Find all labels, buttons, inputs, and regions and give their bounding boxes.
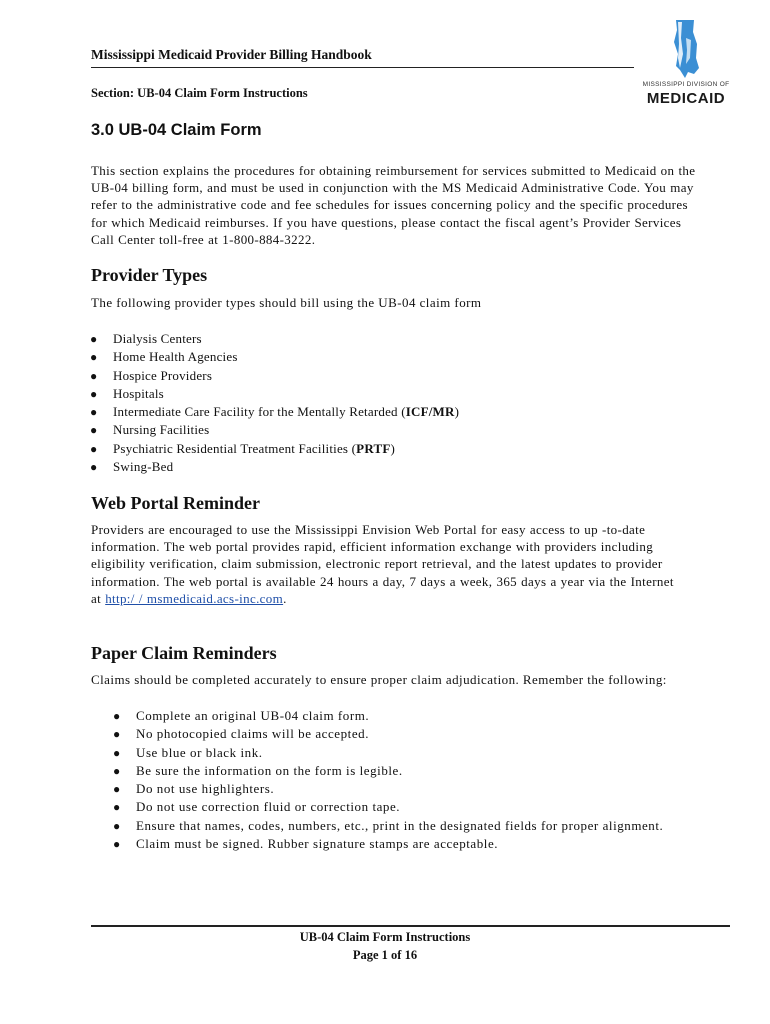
section-label: Section: UB-04 Claim Form Instructions (91, 86, 308, 100)
list-item-text: Use blue or black ink. (136, 744, 263, 760)
bullet-icon: ● (90, 350, 98, 365)
paper-claim-intro: Claims should be completed accurately to ensure proper claim adjudication. Remember the following: (91, 672, 667, 687)
bullet-icon: ● (113, 782, 121, 797)
intro-paragraph (91, 162, 729, 248)
list-item-abbrev: PRTF (356, 440, 391, 456)
list-item-text: Hospice Providers (113, 367, 213, 383)
intro-line: for which Medicaid reimburses. If you have questions, please contact the fiscal agent’s Provider Services (91, 214, 682, 230)
intro-line: UB-04 billing form, and must be used in conjunction with the MS Medicaid Administrative Code. You may (91, 180, 694, 196)
list-item (113, 762, 663, 780)
web-portal-paragraph (91, 521, 729, 607)
list-item-text: Be sure the information on the form is legible. (136, 762, 403, 778)
list-item-text: Swing-Bed (113, 459, 174, 475)
intro-line: This section explains the procedures for obtaining reimbursement for services submitted to Medicaid on the (91, 163, 696, 178)
bullet-icon: ● (113, 818, 121, 833)
section-heading: 3.0 UB-04 Claim Form (91, 121, 262, 139)
page-number: Page 1 of 16 (352, 948, 418, 962)
list-item-text: Claim must be signed. Rubber signature stamps are acceptable. (136, 836, 499, 852)
web-portal-link[interactable]: http:/ / msmedicaid.acs-inc.com (105, 590, 284, 606)
list-item (90, 421, 459, 439)
list-item (113, 798, 663, 816)
list-item-text: Nursing Facilities (113, 422, 210, 438)
list-item (90, 367, 459, 385)
list-item-text: Hospitals (113, 385, 164, 401)
list-item-abbrev: ICF/MR (405, 404, 455, 420)
list-item-text: Home Health Agencies (113, 349, 238, 365)
bullet-icon: ● (90, 441, 98, 456)
provider-types-heading: Provider Types (91, 265, 208, 285)
list-item-text: ) (454, 404, 460, 420)
list-item (113, 780, 663, 798)
web-portal-link-line (91, 590, 729, 607)
paper-claim-heading: Paper Claim Reminders (91, 643, 277, 663)
intro-line: refer to the administrative code and fee schedules for issues concerning policy and the specific procedures (91, 197, 688, 213)
footer-divider (91, 925, 730, 927)
web-portal-heading: Web Portal Reminder (91, 493, 260, 513)
bullet-icon: ● (113, 763, 121, 778)
list-item-text: Do not use correction fluid or correction tape. (136, 799, 401, 815)
list-item-text: Intermediate Care Facility for the Mentally Retarded ( (113, 404, 406, 420)
bullet-icon: ● (90, 368, 98, 383)
list-item-text: No photocopied claims will be accepted. (136, 726, 369, 742)
bullet-icon: ● (90, 423, 98, 438)
list-item-text: Dialysis Centers (113, 331, 202, 346)
bullet-icon: ● (90, 386, 98, 401)
header-divider (91, 67, 634, 68)
mississippi-state-icon (636, 18, 736, 80)
footer-title: UB-04 Claim Form Instructions (299, 930, 471, 944)
web-portal-line: Providers are encouraged to use the Mississippi Envision Web Portal for easy access to up -to-date (91, 522, 646, 537)
bullet-icon: ● (90, 405, 98, 420)
web-portal-line: information. The web portal provides rapid, efficient information exchange with providers including (91, 539, 654, 555)
list-item (113, 835, 663, 853)
web-portal-line: information. The web portal is available 24 hours a day, 7 days a week, 365 days a year via the Internet (91, 573, 674, 589)
list-item-text: Complete an original UB-04 claim form. (136, 708, 370, 723)
handbook-title: Mississippi Medicaid Provider Billing Handbook (91, 47, 372, 62)
link-prefix: at (91, 590, 106, 606)
bullet-icon: ● (113, 745, 121, 760)
bullet-icon: ● (113, 709, 121, 723)
list-item-text: ) (390, 440, 395, 456)
bullet-icon: ● (90, 332, 98, 346)
medicaid-logo (636, 18, 736, 114)
list-item (90, 458, 459, 476)
list-item (113, 707, 663, 725)
provider-types-intro: The following provider types should bill using the UB-04 claim form (91, 295, 482, 310)
paper-claim-list (113, 707, 664, 853)
list-item-text: Do not use highlighters. (136, 781, 275, 797)
link-suffix: . (283, 590, 287, 606)
list-item (90, 403, 460, 421)
list-item (113, 744, 663, 762)
intro-line: Call Center toll-free at 1-800-884-3222. (91, 231, 316, 247)
list-item-text: Psychiatric Residential Treatment Facilities ( (113, 440, 357, 456)
list-item (90, 348, 459, 366)
web-portal-line: eligibility verification, claim submission, electronic report retrieval, and the latest updates to provider (91, 556, 663, 572)
logo-wordmark: MEDICAID (646, 90, 726, 107)
provider-types-list (90, 330, 460, 476)
bullet-icon: ● (90, 460, 98, 475)
bullet-icon: ● (113, 800, 121, 815)
list-item (90, 330, 459, 348)
list-item-text: Ensure that names, codes, numbers, etc., print in the designated fields for proper alignment. (136, 817, 664, 833)
list-item (113, 725, 663, 743)
logo-subtitle: MISSISSIPPI DIVISION OF (642, 81, 730, 88)
bullet-icon: ● (113, 727, 121, 742)
list-item (113, 817, 664, 835)
list-item (90, 440, 459, 458)
bullet-icon: ● (113, 837, 121, 852)
list-item (90, 385, 459, 403)
